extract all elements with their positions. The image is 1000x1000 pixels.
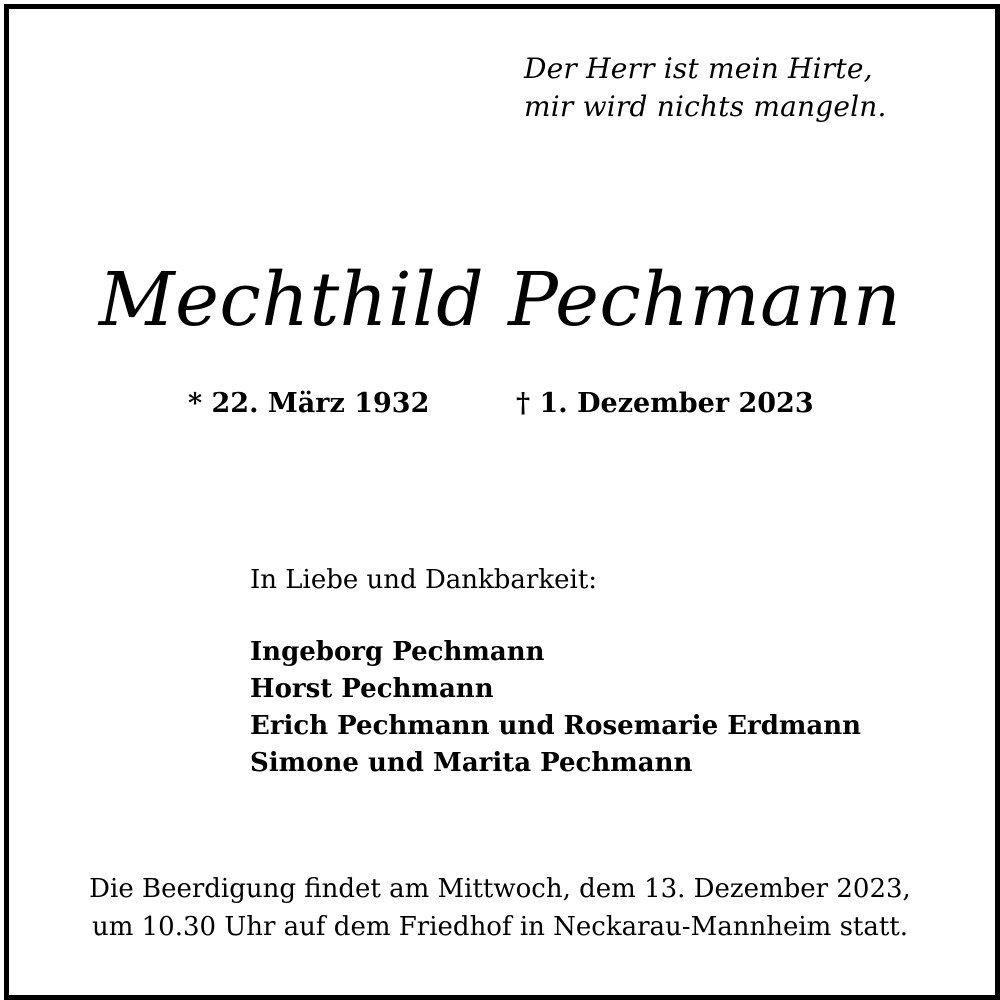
funeral-line-2: um 10.30 Uhr auf dem Friedhof in Neckarau-Mannheim statt. bbox=[91, 912, 909, 942]
verse-line-1: Der Herr ist mein Hirte, bbox=[524, 52, 873, 85]
verse-line-2: mir wird nichts mangeln. bbox=[524, 90, 887, 123]
mourners-list bbox=[250, 634, 861, 782]
notice-frame bbox=[4, 4, 1000, 1000]
funeral-line-1: Die Beerdigung findet am Mittwoch, dem 13. Dezember 2023, bbox=[89, 874, 911, 904]
mourner-name: Ingeborg Pechmann bbox=[250, 637, 545, 667]
mourner-name: Simone und Marita Pechmann bbox=[250, 748, 693, 778]
bible-verse bbox=[524, 50, 964, 126]
birth-date: * 22. März 1932 bbox=[188, 388, 430, 419]
death-date: † 1. Dezember 2023 bbox=[516, 388, 814, 419]
deceased-name: Mechthild Pechmann bbox=[98, 257, 902, 343]
mourner-name: Horst Pechmann bbox=[250, 674, 494, 704]
mourner-name: Erich Pechmann und Rosemarie Erdmann bbox=[250, 711, 862, 741]
funeral-details bbox=[0, 870, 1000, 946]
mourners-intro: In Liebe und Dankbarkeit: bbox=[250, 565, 598, 595]
